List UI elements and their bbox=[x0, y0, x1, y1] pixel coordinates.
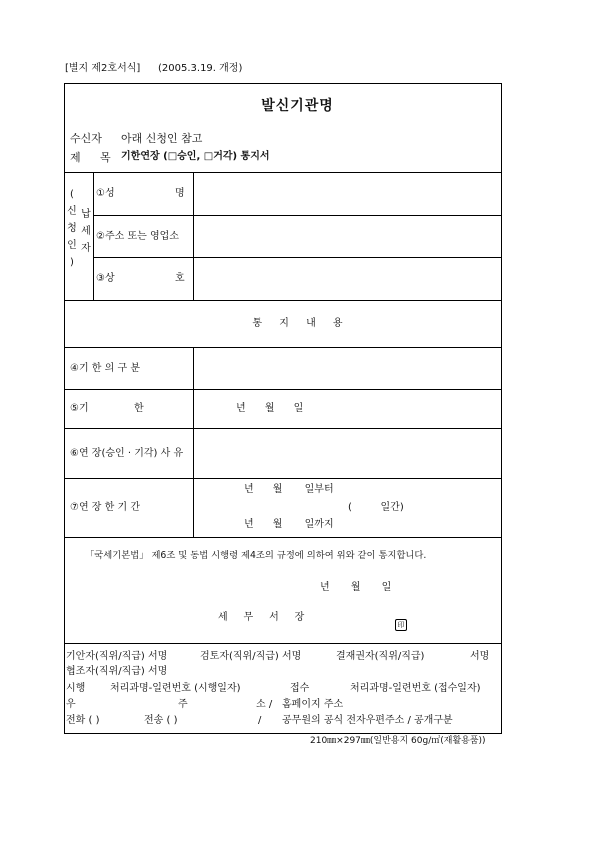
field-trade-label: ③상 bbox=[96, 273, 115, 284]
legal-notice-text: 「국세기본법」 제6조 및 동법 시행령 제4조의 규정에 의하여 위와 같이 통지합니다. bbox=[85, 550, 427, 561]
label-char: 세 bbox=[81, 226, 91, 237]
official-email-label: 공무원의 공식 전자우편주소 / 공개구분 bbox=[282, 715, 453, 726]
reviewer-sign: 검토자(직위/직급) 서명 bbox=[200, 651, 302, 662]
paper-spec: 210㎜×297㎜(일반용지 60g/㎡(재활용품)) bbox=[310, 736, 486, 746]
revision-date: (2005.3.19. 개정) bbox=[158, 63, 243, 74]
label-char: ( bbox=[70, 189, 74, 200]
deadline-date: 년 월 일 bbox=[236, 403, 304, 414]
enforce-number: 처리과명-일련번호 (시행일자) bbox=[110, 683, 241, 694]
deadline-label: ⑤기 bbox=[70, 403, 89, 414]
divider bbox=[64, 643, 502, 644]
field-address-label: ②주소 또는 영업소 bbox=[96, 231, 179, 242]
fax-label: 전송 ( ) bbox=[144, 715, 178, 726]
period-days: ( 일간) bbox=[348, 502, 404, 513]
address-value-cell[interactable] bbox=[194, 216, 501, 256]
name-value-cell[interactable] bbox=[194, 173, 501, 214]
notice-content-heading: 통 지 내 용 bbox=[252, 318, 343, 329]
label-char: 납 bbox=[81, 209, 91, 220]
cooperator-sign: 협조자(직위/직급) 서명 bbox=[66, 666, 168, 677]
trade-name-value-cell[interactable] bbox=[194, 258, 501, 299]
postal-code-label: 우 bbox=[66, 699, 76, 710]
extension-reason-label: ⑥연 장(승인 · 기각) 사 유 bbox=[70, 448, 184, 459]
deadline-type-label: ④기 한 의 구 분 bbox=[70, 363, 140, 374]
address-label: 주 bbox=[178, 699, 188, 710]
divider bbox=[64, 478, 502, 479]
field-trade-label-2: 호 bbox=[175, 273, 185, 284]
approver-sign: 서명 bbox=[470, 651, 490, 662]
label-char: ) bbox=[70, 257, 74, 268]
extension-reason-value-cell[interactable] bbox=[194, 429, 501, 477]
label-char: 인 bbox=[67, 240, 77, 251]
recipient-value: 아래 신청인 참고 bbox=[121, 132, 203, 145]
deadline-label-2: 한 bbox=[134, 403, 144, 414]
official-seal bbox=[395, 612, 407, 631]
subject-value: 기한연장 (□승인, □거각) 통지서 bbox=[121, 151, 270, 162]
recipient-label: 수신자 bbox=[70, 132, 102, 145]
label-char: 신 bbox=[67, 206, 77, 217]
field-name-label-2: 명 bbox=[175, 188, 185, 199]
approver-label: 결재권자(직위/직급) bbox=[336, 651, 425, 662]
field-name-label: ①성 bbox=[96, 188, 115, 199]
divider bbox=[64, 300, 502, 301]
notice-date: 년 월 일 bbox=[320, 582, 392, 593]
extension-period-label: ⑦연 장 한 기 간 bbox=[70, 502, 140, 513]
enforce-label: 시행 bbox=[66, 683, 86, 694]
period-from: 년 월 일부터 bbox=[244, 484, 334, 495]
phone-label: 전화 ( ) bbox=[66, 715, 100, 726]
issuing-agency-title: 발신기관명 bbox=[261, 98, 334, 114]
deadline-type-value-cell[interactable] bbox=[194, 348, 501, 388]
label-char: 자 bbox=[81, 243, 91, 254]
subject-label-2: 목 bbox=[100, 151, 111, 164]
receipt-number: 처리과명-일련번호 (접수일자) bbox=[350, 683, 481, 694]
seal-mark: 印 bbox=[395, 619, 407, 631]
homepage-label: 홈페이지 주소 bbox=[282, 699, 344, 710]
period-to: 년 월 일까지 bbox=[244, 519, 334, 530]
separator: / bbox=[258, 715, 262, 726]
subject-label: 제 bbox=[70, 151, 81, 164]
address-label-2: 소 / bbox=[256, 699, 273, 710]
tax-office-chief: 세 무 서 장 bbox=[218, 612, 305, 623]
form-number: [별지 제2호서식] bbox=[65, 63, 141, 74]
drafter-sign: 기안자(직위/직급) 서명 bbox=[66, 651, 168, 662]
taxpayer-group-label bbox=[78, 210, 94, 254]
divider bbox=[64, 537, 502, 538]
label-char: 청 bbox=[67, 223, 77, 234]
divider bbox=[64, 389, 502, 390]
receipt-label: 접수 bbox=[290, 683, 310, 694]
